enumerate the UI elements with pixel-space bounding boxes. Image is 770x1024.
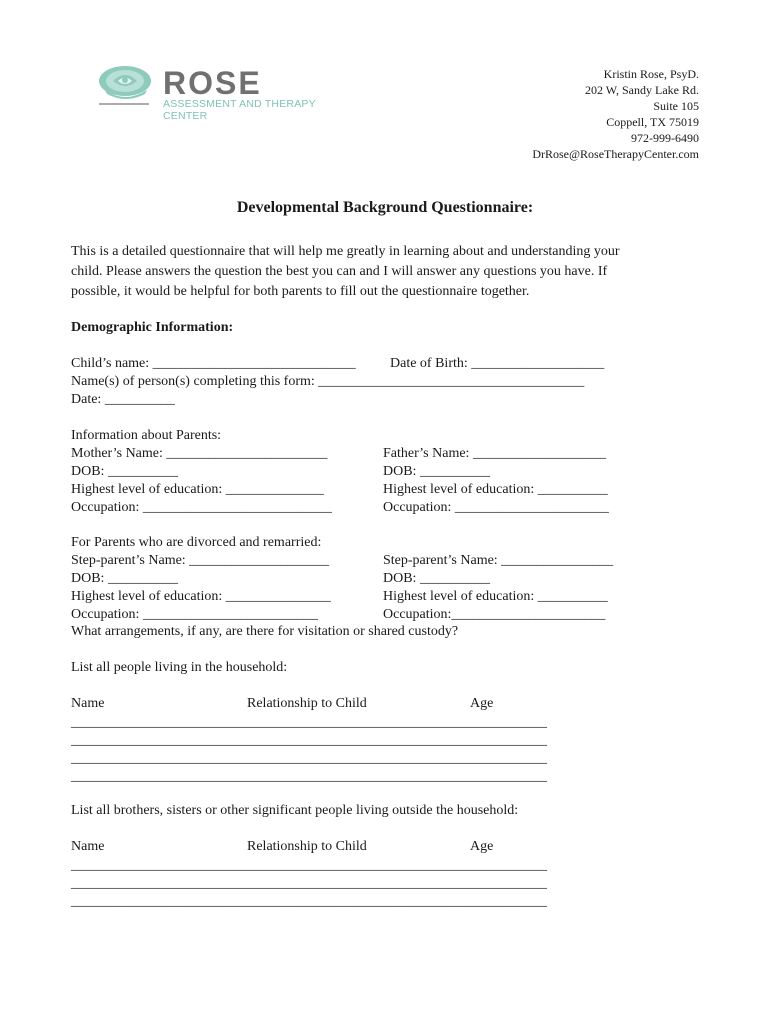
outside-col-relationship: Relationship to Child [247,839,367,854]
household-col-relationship: Relationship to Child [247,696,367,711]
mother-occupation-field[interactable]: Occupation: ___________________________ [71,500,332,515]
document-title: Developmental Background Questionnaire: [236,199,534,216]
email-address: DrRose@RoseTherapyCenter.com [532,147,699,161]
clinic-address [532,66,699,162]
father-name-field[interactable]: Father’s Name: ___________________ [383,446,606,461]
mother-dob-field[interactable]: DOB: __________ [71,464,178,479]
outside-col-age: Age [470,839,494,854]
stepparent-1-dob-field[interactable]: DOB: __________ [71,571,178,586]
outside-col-name: Name [71,839,105,854]
demographic-heading: Demographic Information: [71,320,234,335]
household-col-age: Age [470,696,494,711]
father-education-field[interactable]: Highest level of education: __________ [383,482,608,497]
mother-name-field[interactable]: Mother’s Name: _______________________ [71,446,328,461]
date-of-birth-field[interactable]: Date of Birth: ___________________ [390,356,605,371]
stepparent-2-dob-field[interactable]: DOB: __________ [383,571,490,586]
stepparent-1-name-field[interactable]: Step-parent’s Name: ____________________ [71,553,330,568]
intro-line: child. Please answers the question the best you can and I will answer any questions you have. If [71,264,608,279]
intro-line: This is a detailed questionnaire that will help me greatly in learning about and understanding your [71,244,620,259]
city-state-zip: Coppell, TX 75019 [606,115,699,129]
outside-entry-line[interactable]: ____________________________________________________________________ [71,858,547,873]
date-field[interactable]: Date: __________ [71,392,175,407]
household-entry-line[interactable]: ____________________________________________________________________ [71,733,547,748]
intro-paragraph [71,242,681,302]
divorced-heading: For Parents who are divorced and remarried: [71,535,322,550]
household-entry-line[interactable]: ____________________________________________________________________ [71,769,547,784]
household-col-name: Name [71,696,105,711]
household-entry-line[interactable]: ____________________________________________________________________ [71,715,547,730]
father-occupation-field[interactable]: Occupation: ______________________ [383,500,609,515]
logo-tagline: ASSESSMENT AND THERAPY CENTER [163,98,316,122]
completing-person-field[interactable]: Name(s) of person(s) completing this form: ______________________________________ [71,374,585,389]
outside-entry-line[interactable]: ____________________________________________________________________ [71,894,547,909]
rose-flower-icon [97,64,155,110]
street-address: 202 W, Sandy Lake Rd. [585,83,699,97]
intro-line: possible, it would be helpful for both parents to fill out the questionnaire together. [71,284,530,299]
child-name-field[interactable]: Child’s name: _____________________________ [71,356,356,371]
provider-name: Kristin Rose, PsyD. [603,67,699,81]
stepparent-1-education-field[interactable]: Highest level of education: _______________ [71,589,331,604]
suite: Suite 105 [653,99,699,113]
mother-education-field[interactable]: Highest level of education: ______________ [71,482,324,497]
stepparent-2-occupation-field[interactable]: Occupation:______________________ [383,607,606,622]
phone-number: 972-999-6490 [631,131,699,145]
logo-wordmark: ROSE [163,65,262,101]
custody-question: What arrangements, if any, are there for visitation or shared custody? [71,624,459,639]
outside-household-heading: List all brothers, sisters or other significant people living outside the household: [71,803,519,818]
rose-logo [97,64,359,122]
stepparent-2-education-field[interactable]: Highest level of education: __________ [383,589,608,604]
outside-entry-line[interactable]: ____________________________________________________________________ [71,876,547,891]
stepparent-1-occupation-field[interactable]: Occupation: _________________________ [71,607,318,622]
father-dob-field[interactable]: DOB: __________ [383,464,490,479]
household-entry-line[interactable]: ____________________________________________________________________ [71,751,547,766]
stepparent-2-name-field[interactable]: Step-parent’s Name: ________________ [383,553,614,568]
household-heading: List all people living in the household: [71,660,288,675]
parents-heading: Information about Parents: [71,428,222,443]
